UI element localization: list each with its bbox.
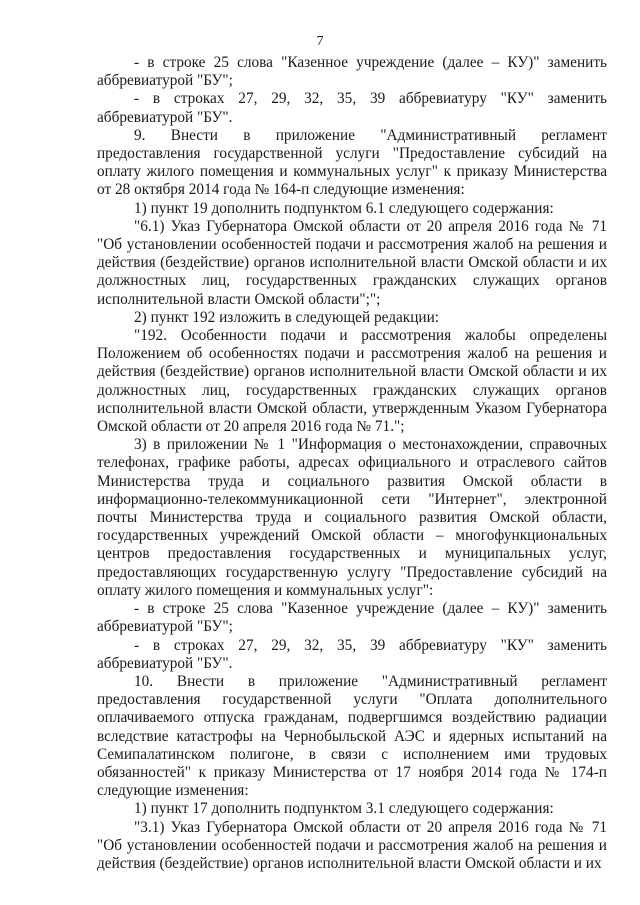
- paragraph-4: 1) пункт 19 дополнить подпунктом 6.1 следующего содержания:: [134, 199, 554, 217]
- paragraph-13: "3.1) Указ Губернатора Омской области от 20 апреля 2016 года № 71 "Об установлении особенностей подачи и рассмотрения жалоб на решения и действия (бездействие) органов исполнительной власти Омской области и их: [97, 818, 607, 872]
- page-number: 7: [316, 34, 324, 49]
- document-body: [97, 54, 607, 873]
- paragraph-5: "6.1) Указ Губернатора Омской области от 20 апреля 2016 года № 71 "Об установлении особенностей подачи и рассмотрения жалоб на решения и действия (бездействие) органов исполнительной власти Омской области и их должностных лиц, государственных гражданских служащих органов исполнительной власти Омской области";";: [97, 217, 607, 308]
- paragraph-3: 9. Внести в приложение "Административный регламент предоставления государственной услуги "Предоставление субсидий на оплату жилого помещения и коммунальных услуг" к приказу Министерства от 28 октября 2014 года № 164-п следующие изменения:: [97, 126, 607, 199]
- paragraph-7: "192. Особенности подачи и рассмотрения жалобы определены Положением об особенностях подачи и рассмотрения жалоб на решения и действия (бездействие) органов исполнительной власти Омской области и их должностных лиц, государственных гражданских служащих органов исполнительной власти Омской области, утвержденным Указом Губернатора Омской области от 20 апреля 2016 года № 71.";: [97, 327, 607, 436]
- paragraph-2: - в строках 27, 29, 32, 35, 39 аббревиатуру "КУ" заменить аббревиатурой "БУ".: [97, 90, 607, 126]
- paragraph-8: 3) в приложении № 1 "Информация о местонахождении, справочных телефонах, графике работы, адресах официального и отраслевого сайтов Министерства труда и социального развития Омской области в информационно-телекоммуникационной сети "Интернет", электронной почты Министерства труда и социального развития Омской области, государственных учреждений Омской области – многофункциональных центров предоставления государственных и муниципальных услуг, предоставляющих государственную услугу "Предоставление субсидий на оплату жилого помещения и коммунальных услуг":: [97, 436, 607, 599]
- paragraph-12: 1) пункт 17 дополнить подпунктом 3.1 следующего содержания:: [134, 800, 554, 818]
- paragraph-6: 2) пункт 192 изложить в следующей редакции:: [134, 308, 440, 326]
- paragraph-9: - в строке 25 слова "Казенное учреждение (далее – КУ)" заменить аббревиатурой "БУ";: [97, 600, 607, 636]
- paragraph-11: 10. Внести в приложение "Административный регламент предоставления государственной услуги "Оплата дополнительного оплачиваемого отпуска гражданам, подвергшимся воздействию радиации вследствие катастрофы на Чернобыльской АЭС и ядерных испытаний на Семипалатинском полигоне, в связи с исполнением ими трудовых обязанностей" к приказу Министерства от 17 ноября 2014 года № 174-п следующие изменения:: [97, 672, 607, 800]
- paragraph-1: - в строке 25 слова "Казенное учреждение (далее – КУ)" заменить аббревиатурой "БУ";: [97, 54, 607, 90]
- paragraph-10: - в строках 27, 29, 32, 35, 39 аббревиатуру "КУ" заменить аббревиатурой "БУ".: [97, 636, 607, 672]
